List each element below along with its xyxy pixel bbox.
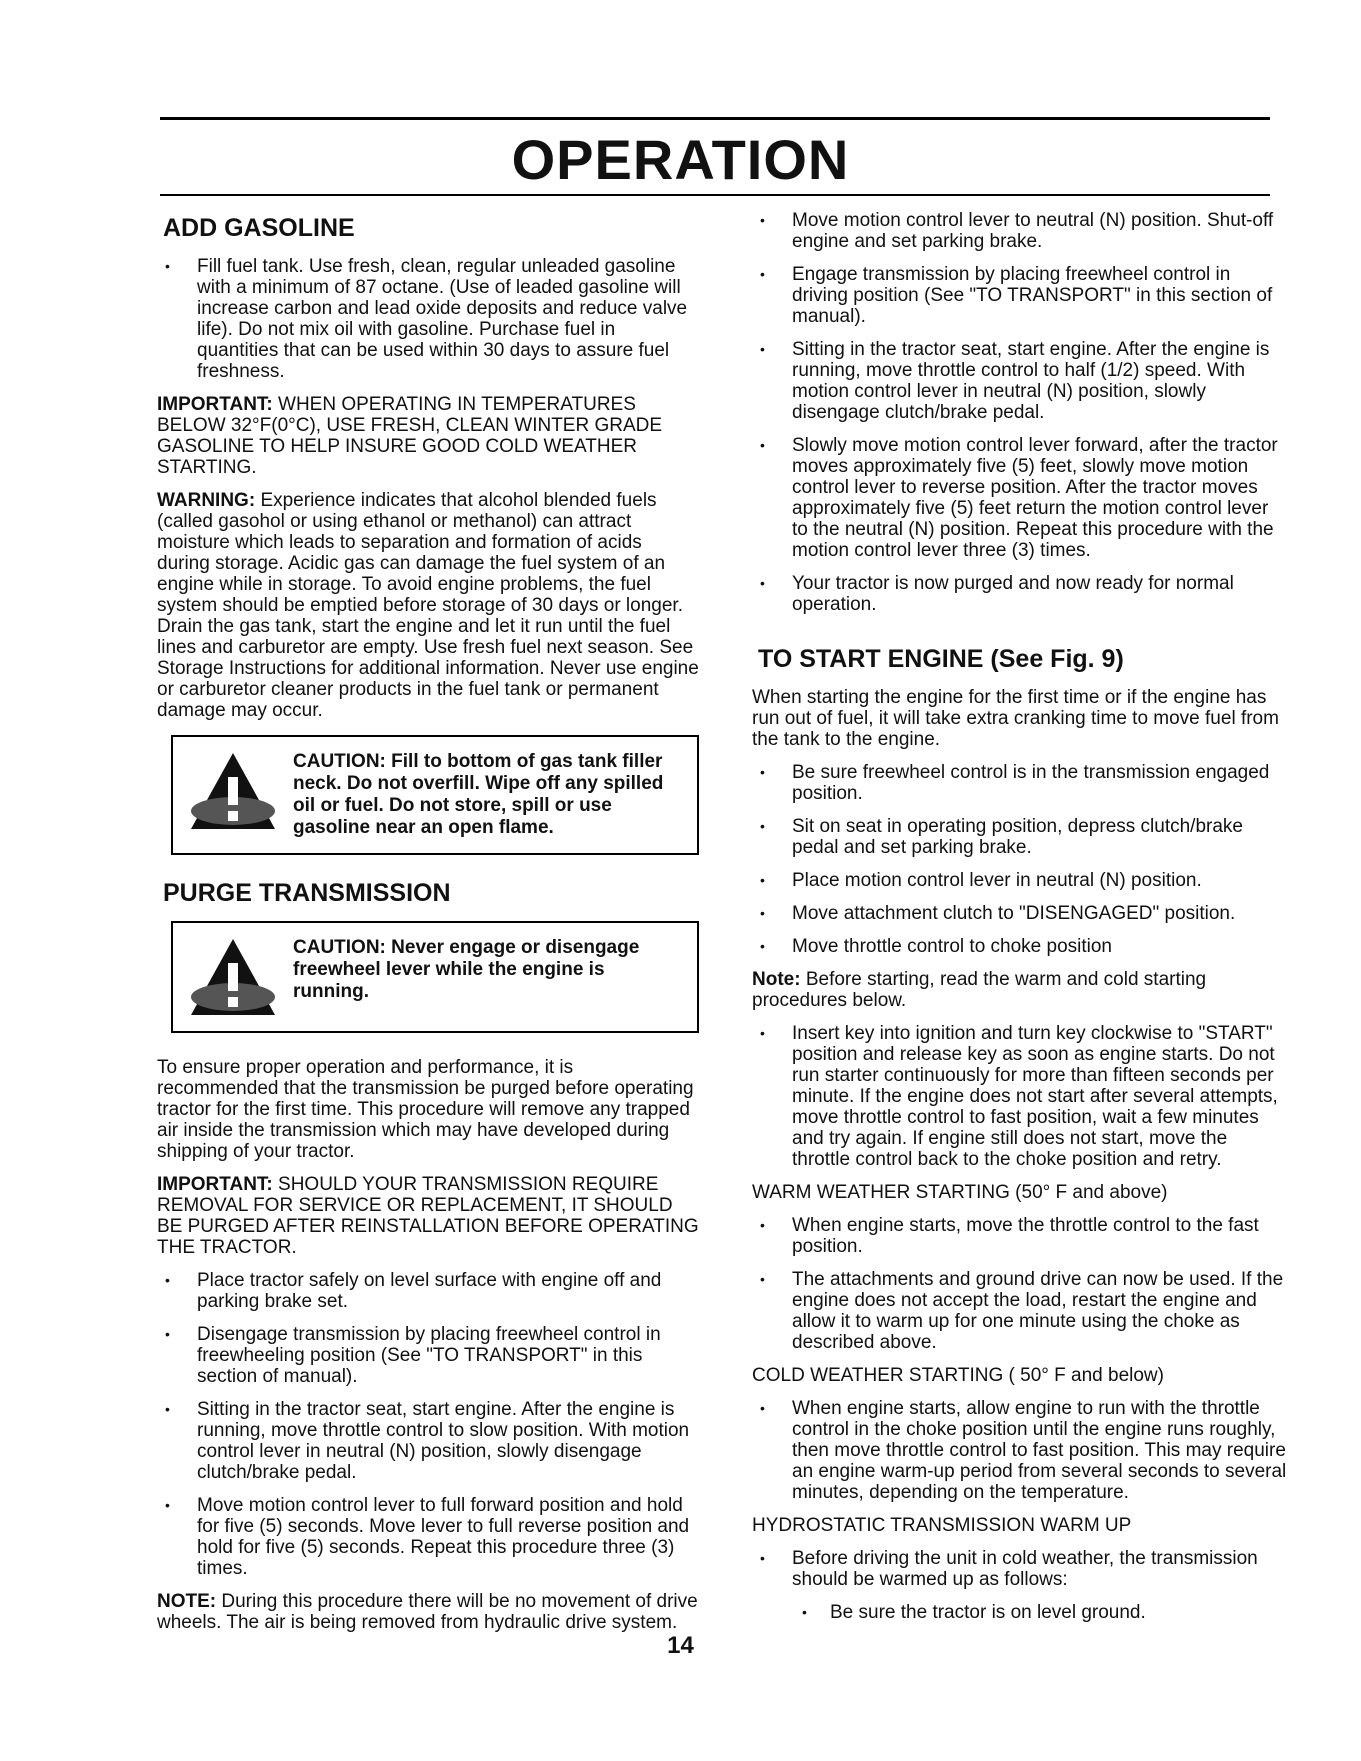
warning-triangle-icon: [187, 749, 279, 833]
list-item: • Slowly move motion control lever forward, after the tractor moves approximately five (5) feet, slowly move motion control lever to reverse position. After the tractor moves approximately five (5) feet return the motion control lever to the neutral (N) position. Repeat this procedure with the motion control lever three (3) times.: [752, 435, 1288, 561]
important-label: IMPORTANT:: [157, 1174, 273, 1195]
warning-triangle-icon: [187, 935, 279, 1019]
top-rule: [160, 117, 1270, 120]
list-item: • Sitting in the tractor seat, start engine. After the engine is running, move throttle control to half (1/2) speed. With motion control lever in neutral (N) position, slowly disengage clutch/brake pedal.: [752, 339, 1288, 423]
note-text: During this procedure there will be no movement of drive wheels. The air is being removed from hydraulic drive system.: [157, 1591, 698, 1633]
caution-text: CAUTION: Fill to bottom of gas tank filler neck. Do not overfill. Wipe off any spilled oil or fuel. Do not store, spill or use gasoline near an open flame.: [293, 751, 664, 838]
important-label: IMPORTANT:: [157, 394, 273, 415]
right-column: [752, 210, 1288, 1635]
add-gasoline-list: [157, 256, 699, 382]
list-item: • Move throttle control to choke position: [752, 936, 1288, 957]
cold-weather-list: [752, 1398, 1288, 1503]
list-item: • Move motion control lever to full forward position and hold for five (5) seconds. Move lever to full reverse position and hold for five (5) seconds. Repeat this procedure three (3) times.: [157, 1495, 699, 1579]
page-title: OPERATION: [511, 128, 850, 191]
list-item: • Insert key into ignition and turn key clockwise to "START" position and release key as soon as engine starts. Do not run starter continuously for more than fifteen seconds per minute. If the engine does not start after several attempts, move throttle control to fast position, wait a few minutes and try again. If engine still does not start, move the throttle control back to the choke position and retry.: [752, 1023, 1288, 1170]
list-item: • The attachments and ground drive can now be used. If the engine does not accept the load, restart the engine and allow it to warm up for one minute using the choke as described above.: [752, 1269, 1288, 1353]
note-label: NOTE:: [157, 1591, 217, 1612]
note: [752, 969, 1288, 1011]
list-item: • Move attachment clutch to "DISENGAGED" position.: [752, 903, 1288, 924]
list-item: • Sitting in the tractor seat, start engine. After the engine is running, move throttle control to slow position. With motion control lever in neutral (N) position, slowly disengage clutch/brake pedal.: [157, 1399, 699, 1483]
list-item: • Place tractor safely on level surface with engine off and parking brake set.: [157, 1270, 699, 1312]
list-item: • When engine starts, move the throttle control to the fast position.: [752, 1215, 1288, 1257]
add-gasoline-heading: ADD GASOLINE: [163, 214, 355, 242]
cold-weather-heading: COLD WEATHER STARTING ( 50° F and below): [752, 1365, 1164, 1386]
important-note: [157, 1174, 699, 1258]
warning-label: WARNING:: [157, 490, 256, 511]
list-item: • Fill fuel tank. Use fresh, clean, regular unleaded gasoline with a minimum of 87 octane. (Use of leaded gasoline will increase carbon and lead oxide deposits and reduce valve life). Do not mix oil with gasoline. Purchase fuel in quantities that can be used within 30 days to assure fuel freshness.: [157, 256, 699, 382]
note: [157, 1591, 699, 1633]
left-column: [157, 210, 699, 1645]
start-steps-list: [752, 762, 1288, 957]
note-label: Note:: [752, 969, 801, 990]
purge-transmission-heading: PURGE TRANSMISSION: [163, 879, 451, 907]
list-item: • Move motion control lever to neutral (N) position. Shut-off engine and set parking brake.: [752, 210, 1288, 252]
hydrostatic-heading: HYDROSTATIC TRANSMISSION WARM UP: [752, 1515, 1132, 1536]
note-text: Before starting, read the warm and cold starting procedures below.: [752, 969, 1207, 1011]
hydrostatic-list: [752, 1548, 1288, 1623]
warning-text: Experience indicates that alcohol blended fuels (called gasohol or using ethanol or methanol) can attract moisture which leads to separation and formation of acids during storage. Acidic gas can damage the fuel system of an engine while in storage. To avoid engine problems, the fuel system should be emptied before storage of 30 days or longer. Drain the gas tank, start the engine and let it run until the fuel lines and carburetor are empty. Use fresh fuel next season. See Storage Instructions for additional information. Never use engine or carburetor cleaner products in the fuel tank or permanent damage may occur.: [157, 490, 699, 721]
list-item: • Disengage transmission by placing freewheel control in freewheeling position (See "TO TRANSPORT" in this section of manual).: [157, 1324, 699, 1387]
start-intro: When starting the engine for the first time or if the engine has run out of fuel, it will take extra cranking time to move fuel from the tank to the engine.: [752, 687, 1279, 750]
list-item: • Engage transmission by placing freewheel control in driving position (See "TO TRANSPORT" in this section of manual).: [752, 264, 1288, 327]
warm-weather-list: [752, 1215, 1288, 1353]
list-item: • Place motion control lever in neutral (N) position.: [752, 870, 1288, 891]
purge-steps-list: [157, 1270, 699, 1579]
caution-text: CAUTION: Never engage or disengage freewheel lever while the engine is running.: [293, 937, 640, 1002]
warning-note: [157, 490, 699, 721]
list-item: • Sit on seat in operating position, depress clutch/brake pedal and set parking brake.: [752, 816, 1288, 858]
list-item: • Before driving the unit in cold weather, the transmission should be warmed up as follows:: [752, 1548, 1288, 1590]
title-underline: [160, 194, 1270, 196]
start-engine-heading: TO START ENGINE (See Fig. 9): [758, 645, 1124, 673]
page-number: 14: [667, 1632, 694, 1659]
list-item: • When engine starts, allow engine to run with the throttle control in the choke position until the engine runs roughly, then move throttle control to fast position. This may require an engine warm-up period from several seconds to several minutes, depending on the temperature.: [752, 1398, 1288, 1503]
important-text: WHEN OPERATING IN TEMPERATURES BELOW 32°F(0°C), USE FRESH, CLEAN WINTER GRADE GASOLINE TO HELP INSURE GOOD COLD WEATHER STARTING.: [157, 394, 663, 478]
list-item: • Your tractor is now purged and now ready for normal operation.: [752, 573, 1288, 615]
purge-continued-list: [752, 210, 1288, 615]
caution-box-freewheel: [171, 921, 699, 1033]
important-note: [157, 394, 699, 478]
list-item: • Be sure the tractor is on level ground.: [752, 1602, 1288, 1623]
ignition-list: [752, 1023, 1288, 1170]
caution-box-gasoline: [171, 735, 699, 855]
purge-intro: To ensure proper operation and performance, it is recommended that the transmission be purged before operating tractor for the first time. This procedure will remove any trapped air inside the transmission which may have developed during shipping of your tractor.: [157, 1057, 694, 1162]
warm-weather-heading: WARM WEATHER STARTING (50° F and above): [752, 1182, 1168, 1203]
list-item: • Be sure freewheel control is in the transmission engaged position.: [752, 762, 1288, 804]
important-text: SHOULD YOUR TRANSMISSION REQUIRE REMOVAL FOR SERVICE OR REPLACEMENT, IT SHOULD BE PURGED AFTER REINSTALLATION BEFORE OPERATING THE TRACTOR.: [157, 1174, 699, 1258]
